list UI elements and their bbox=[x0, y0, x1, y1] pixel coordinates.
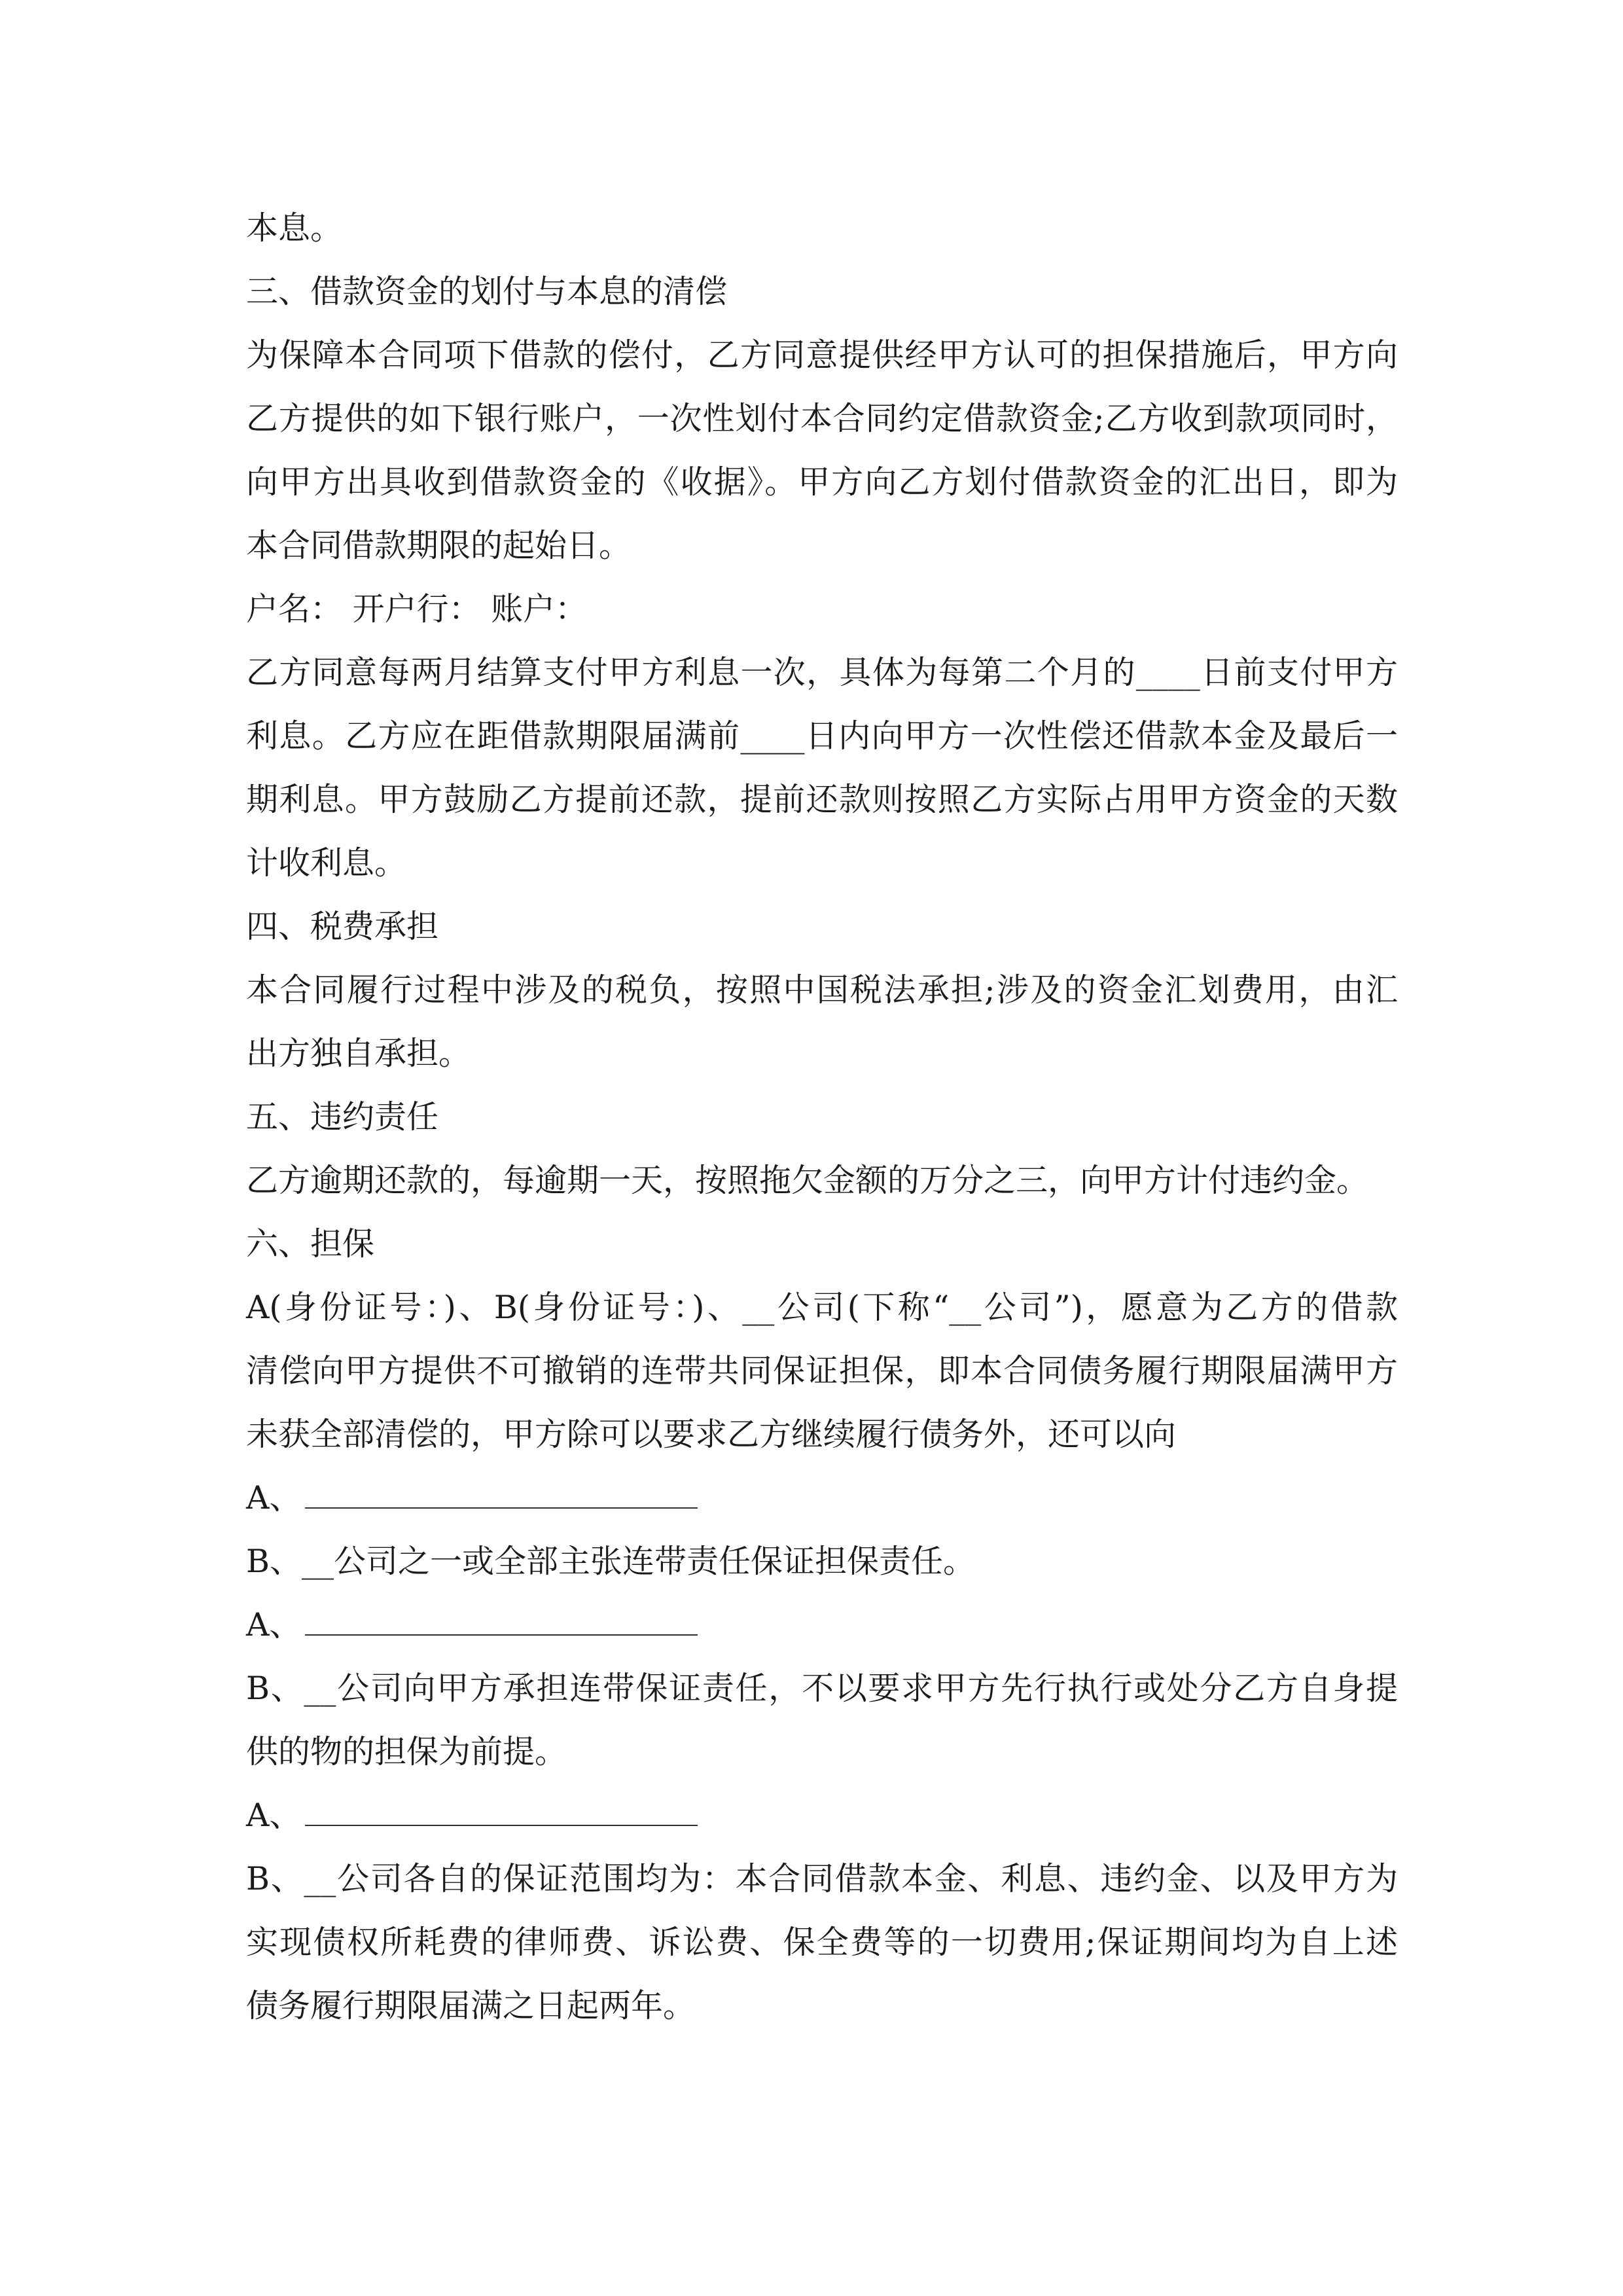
text-line: 未获全部清偿的，甲方除可以要求乙方继续履行债务外，还可以向 bbox=[246, 1416, 1177, 1453]
text-line: 本息。 bbox=[246, 209, 343, 247]
blank-field-label: A、 bbox=[246, 1479, 302, 1516]
section-heading: 五、违约责任 bbox=[246, 1098, 439, 1136]
text-line: B、__公司向甲方承担连带保证责任，不以要求甲方先行执行或处分乙方自身提 bbox=[246, 1670, 1398, 1707]
blank-field-label: A、 bbox=[246, 1797, 302, 1834]
text-line: B、__公司之一或全部主张连带责任保证担保责任。 bbox=[246, 1543, 976, 1580]
blank-underline bbox=[305, 1479, 698, 1509]
section-heading: 四、税费承担 bbox=[246, 908, 439, 945]
text-line: 乙方同意每两月结算支付甲方利息一次，具体为每第二个月的____日前支付甲方 bbox=[246, 654, 1398, 691]
text-line: 本合同借款期限的起始日。 bbox=[246, 527, 632, 564]
text-line: 乙方逾期还款的，每逾期一天，按照拖欠金额的万分之三，向甲方计付违约金。 bbox=[246, 1162, 1369, 1199]
section-heading: 六、担保 bbox=[246, 1225, 375, 1263]
text-line: 本合同履行过程中涉及的税负，按照中国税法承担;涉及的资金汇划费用，由汇 bbox=[246, 971, 1398, 1009]
text-line: 计收利息。 bbox=[246, 844, 407, 882]
blank-field-line bbox=[246, 1593, 1398, 1657]
blank-underline bbox=[305, 1605, 698, 1636]
text-line: 供的物的担保为前提。 bbox=[246, 1733, 567, 1770]
text-line: 利息。乙方应在距借款期限届满前____日内向甲方一次性偿还借款本金及最后一 bbox=[246, 717, 1398, 755]
text-line: 期利息。甲方鼓励乙方提前还款，提前还款则按照乙方实际占用甲方资金的天数 bbox=[246, 781, 1398, 818]
text-line: 实现债权所耗费的律师费、诉讼费、保全费等的一切费用;保证期间均为自上述 bbox=[246, 1924, 1398, 1961]
section-heading: 三、借款资金的划付与本息的清偿 bbox=[246, 273, 728, 310]
text-line: A(身份证号：)、B(身份证号：)、__公司(下称“__公司”)，愿意为乙方的借款 bbox=[246, 1289, 1398, 1326]
text-line: 清偿向甲方提供不可撤销的连带共同保证担保，即本合同债务履行期限届满甲方 bbox=[246, 1352, 1398, 1390]
text-line: 为保障本合同项下借款的偿付，乙方同意提供经甲方认可的担保措施后，甲方向 bbox=[246, 336, 1398, 374]
text-line: 向甲方出具收到借款资金的《收据》。甲方向乙方划付借款资金的汇出日，即为 bbox=[246, 463, 1398, 501]
blank-field-line bbox=[246, 1466, 1398, 1530]
blank-field-line bbox=[246, 1784, 1398, 1847]
document-body bbox=[246, 196, 1398, 2037]
blank-underline bbox=[305, 1796, 698, 1826]
text-line: 乙方提供的如下银行账户，一次性划付本合同约定借款资金;乙方收到款项同时， bbox=[246, 400, 1398, 437]
account-info-line: 户名： 开户行： 账户： bbox=[246, 590, 588, 628]
text-line: 出方独自承担。 bbox=[246, 1035, 471, 1072]
text-line: 债务履行期限届满之日起两年。 bbox=[246, 1987, 696, 2024]
blank-field-label: A、 bbox=[246, 1606, 302, 1643]
text-line: B、__公司各自的保证范围均为：本合同借款本金、利息、违约金、以及甲方为 bbox=[246, 1860, 1398, 1897]
